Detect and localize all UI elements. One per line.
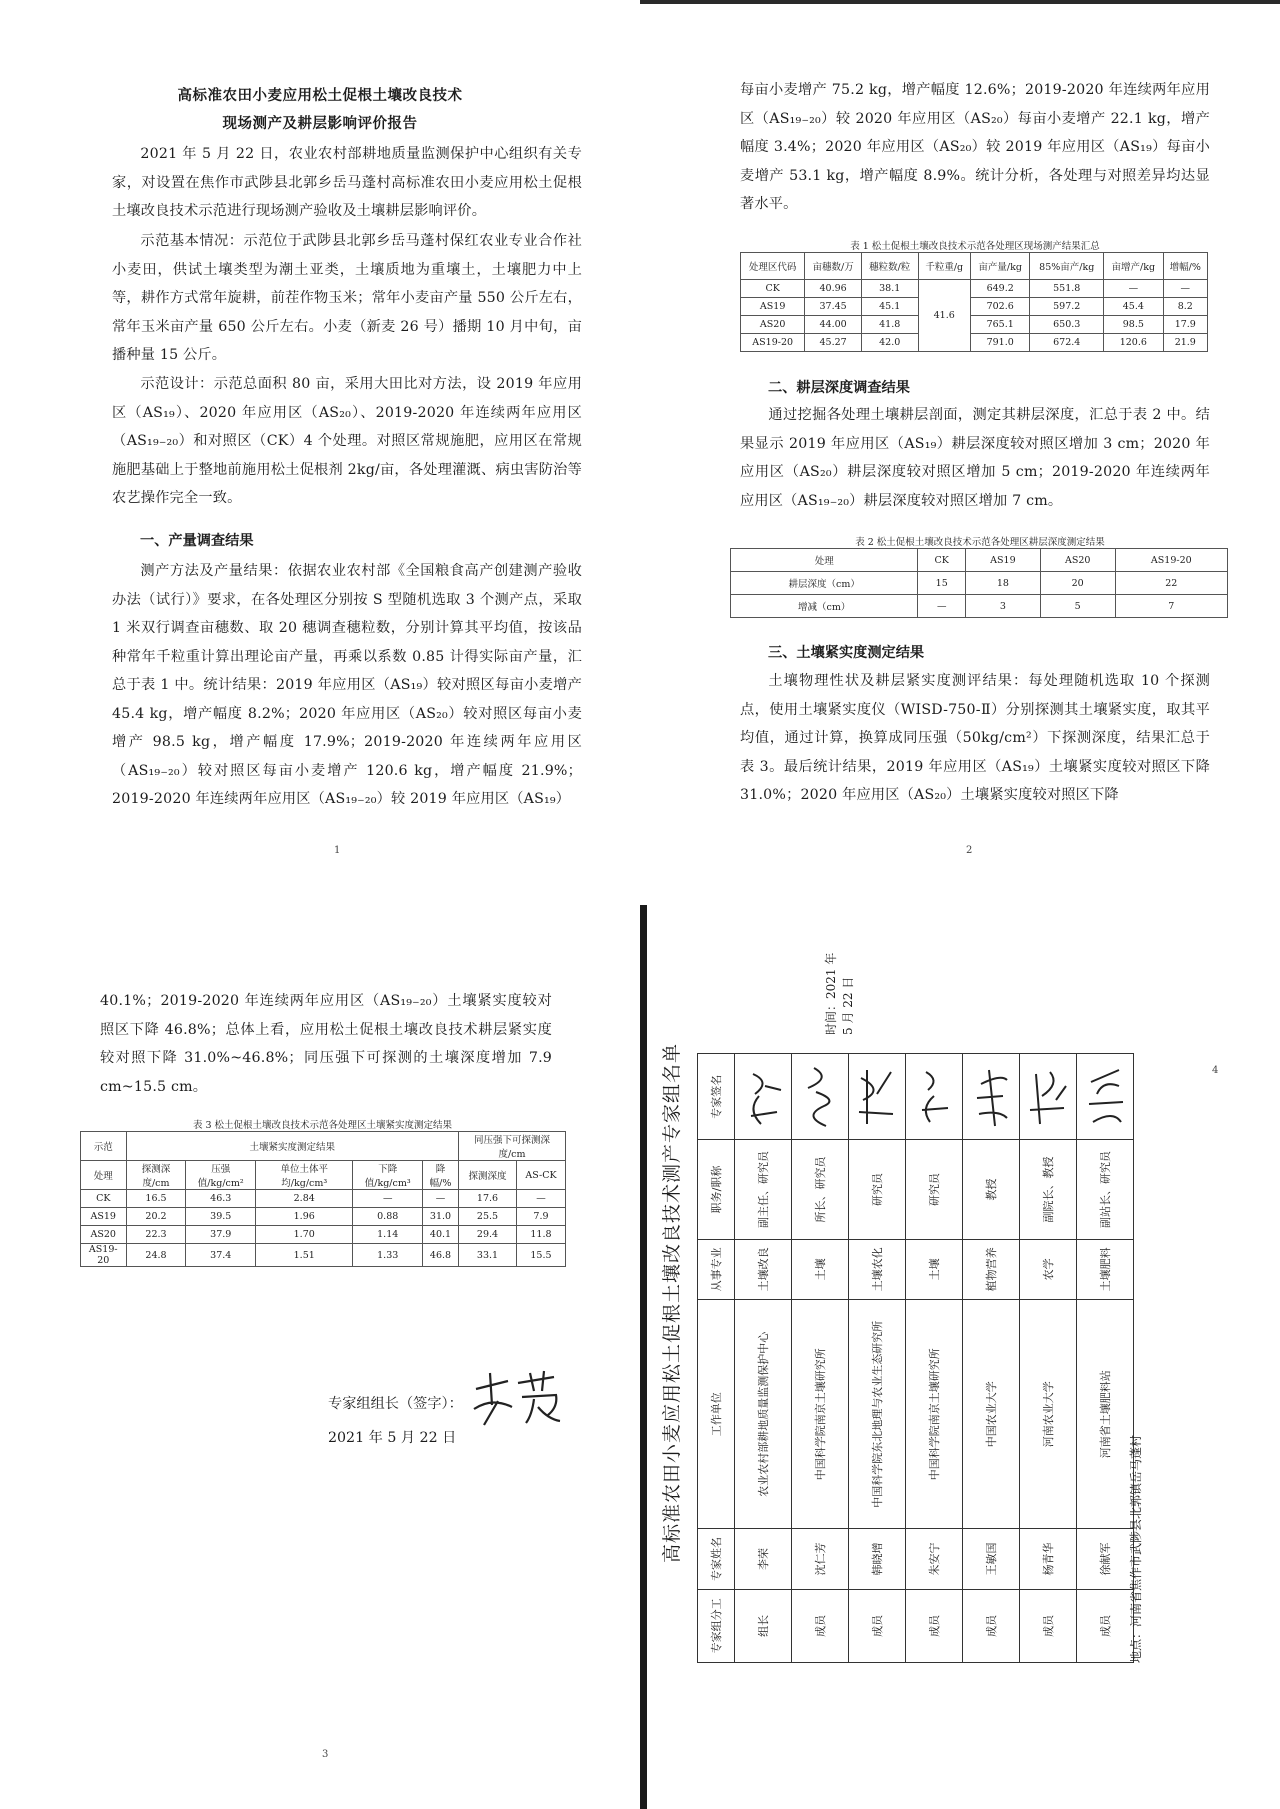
signature-icon (798, 1064, 842, 1130)
report-title-line1: 高标准农田小麦应用松土促根土壤改良技术 (177, 87, 463, 104)
table-row (741, 280, 1208, 298)
t4-cell: 研究员 (906, 1140, 963, 1239)
t3-cell: 11.8 (516, 1226, 565, 1244)
t4-header-2: 工作单位 (698, 1299, 735, 1528)
t4-cell: 土壤肥料 (1077, 1239, 1134, 1299)
meeting-location: 地点：河南省焦作市武陟县北郭镇岳马蓬村 (1129, 1434, 1143, 1663)
yield-table (740, 252, 1208, 352)
t2-header-1: CK (918, 549, 966, 572)
t1-header-3: 千粒重/g (918, 253, 970, 280)
t1-cell: 17.9 (1163, 316, 1207, 334)
t4-cell: 成员 (906, 1589, 963, 1662)
t3-cell: 17.6 (459, 1190, 517, 1208)
t3-cell: 37.4 (186, 1244, 256, 1267)
table-row (906, 1054, 963, 1663)
t2-cell: 18 (966, 572, 1041, 595)
t3-cell: 15.5 (516, 1244, 565, 1267)
t4-cell: 所长、研究员 (792, 1140, 849, 1239)
table-row (741, 334, 1208, 352)
t1-cell: 650.3 (1030, 316, 1104, 334)
t4-cell: 王敏国 (963, 1529, 1020, 1589)
t1-cell: — (1163, 280, 1207, 298)
t1-header-1: 亩穗数/万 (805, 253, 862, 280)
t3-cell: 1.33 (353, 1244, 423, 1267)
expert-table (697, 1053, 1134, 1663)
t4-cell: 研究员 (849, 1140, 906, 1239)
table-row (81, 1208, 566, 1226)
page-number-4: 4 (1212, 1065, 1219, 1076)
t2-header-0: 处理 (731, 549, 918, 572)
t1-cell: AS19-20 (741, 334, 805, 352)
t3-sub-header-0: 探测深度/cm (126, 1161, 186, 1190)
t1-cell: — (1104, 280, 1163, 298)
table-row (963, 1054, 1020, 1663)
t2-cell: 22 (1115, 572, 1227, 595)
report-title-line2: 现场测产及耕层影响评价报告 (222, 115, 418, 132)
t1-cell: 45.1 (861, 298, 918, 316)
t1-cell: 37.45 (805, 298, 862, 316)
t3-cell: 46.3 (186, 1190, 256, 1208)
expert-signature-cell (1077, 1054, 1134, 1140)
t1-cell: 551.8 (1030, 280, 1104, 298)
t4-cell: 植物营养 (963, 1239, 1020, 1299)
t3-cell: 2.84 (256, 1190, 353, 1208)
t3-sub-header-3: 下降值/kg/cm³ (353, 1161, 423, 1190)
expert-signature-cell (792, 1054, 849, 1140)
report-page-3 (0, 905, 640, 1809)
t1-cell: 40.96 (805, 280, 862, 298)
t4-cell: 成员 (1020, 1589, 1077, 1662)
signature-icon (1083, 1064, 1127, 1130)
t1-cell: 45.27 (805, 334, 862, 352)
t4-cell: 农业农村部耕地质量监测保护中心 (735, 1299, 792, 1528)
t4-cell: 成员 (792, 1589, 849, 1662)
t4-header-1: 专家姓名 (698, 1529, 735, 1589)
sign-date: 2021 年 5 月 22 日 (328, 1430, 457, 1446)
t3-sub-first: 处理 (81, 1161, 127, 1190)
depth-table (730, 548, 1228, 618)
t1-header-5: 85%亩产/kg (1030, 253, 1104, 280)
t2-cell: 5 (1040, 595, 1115, 618)
t1-cell: 42.0 (861, 334, 918, 352)
signature-icon (969, 1064, 1013, 1130)
t2-cell: — (918, 595, 966, 618)
expert-list-title: 高标准农田小麦应用松土促根土壤改良技术测产专家组名单 (661, 1043, 683, 1564)
t3-cell: 1.70 (256, 1226, 353, 1244)
t1-cell: 38.1 (861, 280, 918, 298)
t3-cell: 33.1 (459, 1244, 517, 1267)
compactness-paragraph: 土壤物理性状及耕层紧实度测评结果：每处理随机选取 10 个探测点，使用土壤紧实度仪（WISD-750-Ⅱ）分别探测其土壤紧实度，取其平均值，通过计算，换算成同压强（50kg/cm²）下探测深度，结果汇总于表 3。最后统计结果，2019 年应用区（AS₁₉）土壤紧实度较对照区下降 31.0%；2020 年应用区（AS₂₀）土壤紧实度较对照区下降 (740, 673, 1210, 803)
t4-header-4: 职务/职称 (698, 1140, 735, 1239)
scan-edge (640, 905, 647, 1809)
t1-cell: 45.4 (1104, 298, 1163, 316)
t3-group-demo: 示范 (81, 1132, 127, 1161)
page-number-3: 3 (322, 1749, 329, 1760)
t4-cell: 杨青华 (1020, 1529, 1077, 1589)
t2-cell: 耕层深度（cm） (731, 572, 918, 595)
signature-icon (1026, 1064, 1070, 1130)
t3-cell: 1.14 (353, 1226, 423, 1244)
t1-cell: 41.8 (861, 316, 918, 334)
t3-cell: CK (81, 1190, 127, 1208)
design-paragraph: 示范设计：示范总面积 80 亩，采用大田比对方法，设 2019 年应用区（AS₁₉）、2020 年应用区（AS₂₀）、2019-2020 年连续两年应用区（AS₁₉₋₂₀）和对照区（CK）4 个处理。对照区常规施肥，应用区在常规施肥基础上于整地前施用松土促根剂 2kg/亩，各处理灌溉、病虫害防治等农艺操作完全一致。 (112, 376, 582, 506)
t1-cell: 120.6 (1104, 334, 1163, 352)
t3-cell: AS20 (81, 1226, 127, 1244)
t4-header-5: 专家签名 (698, 1054, 735, 1140)
t3-cell: 31.0 (422, 1208, 458, 1226)
t4-cell: 土壤 (792, 1239, 849, 1299)
expert-signature-cell (735, 1054, 792, 1140)
page-number-1: 1 (334, 845, 341, 856)
table-row (81, 1226, 566, 1244)
basic-info-paragraph: 示范基本情况：示范位于武陟县北郭乡岳马蓬村保红农业专业合作社小麦田，供试土壤类型为潮土亚类，土壤质地为重壤土，土壤肥力中上等，耕作方式常年旋耕，前茬作物玉米；常年小麦亩产量 550 公斤左右，常年玉米亩产量 650 公斤左右。小麦（新麦 26 号）播期 10 月中旬，亩播种量 15 公斤。 (112, 233, 582, 363)
t4-cell: 成员 (849, 1589, 906, 1662)
t3-sub-header-5: 探测深度 (459, 1161, 517, 1190)
t3-sub-header-4: 降幅/% (422, 1161, 458, 1190)
t1-header-7: 增幅/% (1163, 253, 1207, 280)
t2-cell: 3 (966, 595, 1041, 618)
t3-sub-header-1: 压强值/kg/cm² (186, 1161, 256, 1190)
t4-cell: 成员 (963, 1589, 1020, 1662)
t3-cell: 1.96 (256, 1208, 353, 1226)
t2-header-3: AS20 (1040, 549, 1115, 572)
t3-cell: — (353, 1190, 423, 1208)
t4-header-0: 专家组分工 (698, 1589, 735, 1662)
t1-header-2: 穗粒数/粒 (861, 253, 918, 280)
leader-signature-icon (468, 1367, 568, 1431)
t3-cell: 20.2 (126, 1208, 186, 1226)
t4-cell: 农学 (1020, 1239, 1077, 1299)
t1-cell: 21.9 (1163, 334, 1207, 352)
t3-cell: 22.3 (126, 1226, 186, 1244)
depth-paragraph: 通过挖掘各处理土壤耕层剖面，测定其耕层深度，汇总于表 2 中。结果显示 2019 年应用区（AS₁₉）耕层深度较对照区增加 3 cm；2020 年应用区（AS₂₀）耕层深度较对照区增加 5 cm；2019-2020 年连续两年应用区（AS₁₉₋₂₀）耕层深度较对照区增加 7 cm。 (740, 407, 1210, 509)
t3-cell: 1.51 (256, 1244, 353, 1267)
t3-cell: 39.5 (186, 1208, 256, 1226)
t3-cell: AS19-20 (81, 1244, 127, 1267)
t1-cell: 98.5 (1104, 316, 1163, 334)
section2-heading: 二、耕层深度调查结果 (768, 380, 910, 396)
t4-cell: 韩晓增 (849, 1529, 906, 1589)
table-row (81, 1190, 566, 1208)
t4-cell: 中国农业大学 (963, 1299, 1020, 1528)
t2-cell: 15 (918, 572, 966, 595)
t1-cell: 44.00 (805, 316, 862, 334)
t3-cell: 37.9 (186, 1226, 256, 1244)
table-row (1077, 1054, 1134, 1663)
section1-heading: 一、产量调查结果 (140, 533, 254, 549)
t1-cell: 597.2 (1030, 298, 1104, 316)
t4-cell: 成员 (1077, 1589, 1134, 1662)
t3-cell: 24.8 (126, 1244, 186, 1267)
t3-group-compactness: 土壤紧实度测定结果 (126, 1132, 459, 1161)
t1-cell: 765.1 (970, 316, 1029, 334)
t4-cell: 副院长、教授 (1020, 1140, 1077, 1239)
page2-continuation: 每亩小麦增产 75.2 kg，增产幅度 12.6%；2019-2020 年连续两年应用区（AS₁₉₋₂₀）较 2020 年应用区（AS₂₀）每亩小麦增产 22.1 kg，增产幅度 3.4%；2020 年应用区（AS₂₀）较 2019 年应用区（AS₁₉）每亩小麦增产 53.1 kg，增产幅度 8.9%。统计分析，各处理与对照差异均达显著水平。 (740, 82, 1210, 212)
t4-cell: 徐献军 (1077, 1529, 1134, 1589)
t1-cell: 649.2 (970, 280, 1029, 298)
meeting-date: 时间：2021 年 5 月 22 日 (824, 952, 855, 1035)
t1-cell: 672.4 (1030, 334, 1104, 352)
t4-cell: 中国科学院南京土壤研究所 (792, 1299, 849, 1528)
t4-cell: 河南农业大学 (1020, 1299, 1077, 1528)
t2-cell: 增减（cm） (731, 595, 918, 618)
t4-cell: 河南省土壤肥料站 (1077, 1299, 1134, 1528)
table-row (735, 1054, 792, 1663)
table-row (741, 298, 1208, 316)
table-row (81, 1244, 566, 1267)
t3-cell: AS19 (81, 1208, 127, 1226)
table-row (731, 572, 1228, 595)
t4-cell: 副主任、研究员 (735, 1140, 792, 1239)
t4-cell: 教授 (963, 1140, 1020, 1239)
t1-header-6: 亩增产/kg (1104, 253, 1163, 280)
table-row (1020, 1054, 1077, 1663)
t3-cell: — (422, 1190, 458, 1208)
report-page-1 (0, 0, 640, 905)
t4-cell: 朱安宁 (906, 1529, 963, 1589)
table-row (792, 1054, 849, 1663)
table2-caption: 表 2 松土促根土壤改良技术示范各处理区耕层深度测定结果 (855, 537, 1105, 548)
t4-cell: 土壤改良 (735, 1239, 792, 1299)
expert-signature-cell (1020, 1054, 1077, 1140)
t3-cell: — (516, 1190, 565, 1208)
table-row (731, 595, 1228, 618)
t3-cell: 0.88 (353, 1208, 423, 1226)
t3-sub-header-2: 单位土体平均/kg/cm³ (256, 1161, 353, 1190)
t4-cell: 沈仁芳 (792, 1529, 849, 1589)
expert-signature-cell (963, 1054, 1020, 1140)
t1-thousand-grain-weight: 41.6 (918, 280, 970, 352)
table-row (849, 1054, 906, 1663)
t2-cell: 7 (1115, 595, 1227, 618)
section3-heading: 三、土壤紧实度测定结果 (768, 645, 925, 661)
t4-cell: 中国科学院东北地理与农业生态研究所 (849, 1299, 906, 1528)
table-row (741, 316, 1208, 334)
t4-cell: 土壤农化 (849, 1239, 906, 1299)
signature-icon (912, 1064, 956, 1130)
t1-cell: 8.2 (1163, 298, 1207, 316)
t1-header-4: 亩产量/kg (970, 253, 1029, 280)
t4-header-3: 从事专业 (698, 1239, 735, 1299)
leader-sign-label: 专家组组长（签字）： (328, 1396, 463, 1412)
t1-header-0: 处理区代码 (741, 253, 805, 280)
table1-caption: 表 1 松土促根土壤改良技术示范各处理区现场测产结果汇总 (850, 241, 1100, 252)
intro-paragraph: 2021 年 5 月 22 日，农业农村部耕地质量监测保护中心组织有关专家，对设置在焦作市武陟县北郭乡岳马蓬村高标准农田小麦应用松土促根土壤改良技术示范进行现场测产验收及土壤耕层影响评价。 (112, 146, 582, 219)
t3-group-depth: 同压强下可探测深度/cm (459, 1132, 566, 1161)
expert-list-rotated (657, 943, 1217, 1663)
t3-cell: 25.5 (459, 1208, 517, 1226)
t3-cell: 7.9 (516, 1208, 565, 1226)
expert-signature-cell (906, 1054, 963, 1140)
expert-signature-cell (849, 1054, 906, 1140)
yield-paragraph: 测产方法及产量结果：依据农业农村部《全国粮食高产创建测产验收办法（试行）》要求，在各处理区分别按 S 型随机选取 3 个测产点，采取 1 米双行调查亩穗数、取 20 穗调查穗粒数，分别计算其平均值，按该品种常年千粒重计算出理论亩产量，再乘以系数 0.85 计得实际亩产量，汇总于表 1 中。统计结果：2019 年应用区（AS₁₉）较对照区每亩小麦增产 45.4 kg，增产幅度 8.2%；2020 年应用区（AS₂₀）较对照区每亩小麦增产 98.5 kg，增产幅度 17.9%；2019-2020 年连续两年应用区（AS₁₉₋₂₀）较对照区每亩小麦增产 120.6 kg，增产幅度 21.9%；2019-2020 年连续两年应用区（AS₁₉₋₂₀）较 2019 年应用区（AS₁₉） (112, 563, 582, 807)
t4-cell: 副站长、研究员 (1077, 1140, 1134, 1239)
signature-icon (855, 1064, 899, 1130)
t4-cell: 土壤 (906, 1239, 963, 1299)
t1-cell: AS19 (741, 298, 805, 316)
t3-cell: 46.8 (422, 1244, 458, 1267)
t1-cell: 791.0 (970, 334, 1029, 352)
t3-cell: 29.4 (459, 1226, 517, 1244)
t4-cell: 李荣 (735, 1529, 792, 1589)
signature-icon (741, 1064, 785, 1130)
report-page-4 (640, 905, 1280, 1809)
t2-header-2: AS19 (966, 549, 1041, 572)
t2-header-4: AS19-20 (1115, 549, 1227, 572)
t3-sub-header-6: AS-CK (516, 1161, 565, 1190)
t2-cell: 20 (1040, 572, 1115, 595)
t1-cell: 702.6 (970, 298, 1029, 316)
t1-cell: AS20 (741, 316, 805, 334)
t4-cell: 中国科学院南京土壤研究所 (906, 1299, 963, 1528)
page3-continuation: 40.1%；2019-2020 年连续两年应用区（AS₁₉₋₂₀）土壤紧实度较对照区下降 46.8%；总体上看，应用松土促根土壤改良技术耕层紧实度较对照下降 31.0%~46.8%；同压强下可探测的土壤深度增加 7.9 cm~15.5 cm。 (100, 993, 552, 1095)
scan-edge (640, 0, 1280, 4)
t3-cell: 40.1 (422, 1226, 458, 1244)
report-page-2 (640, 0, 1280, 905)
table3-caption: 表 3 松土促根土壤改良技术示范各处理区土壤紧实度测定结果 (192, 1120, 453, 1131)
page-number-2: 2 (966, 845, 973, 856)
t3-cell: 16.5 (126, 1190, 186, 1208)
t4-cell: 组长 (735, 1589, 792, 1662)
compactness-table (80, 1131, 566, 1267)
t1-cell: CK (741, 280, 805, 298)
